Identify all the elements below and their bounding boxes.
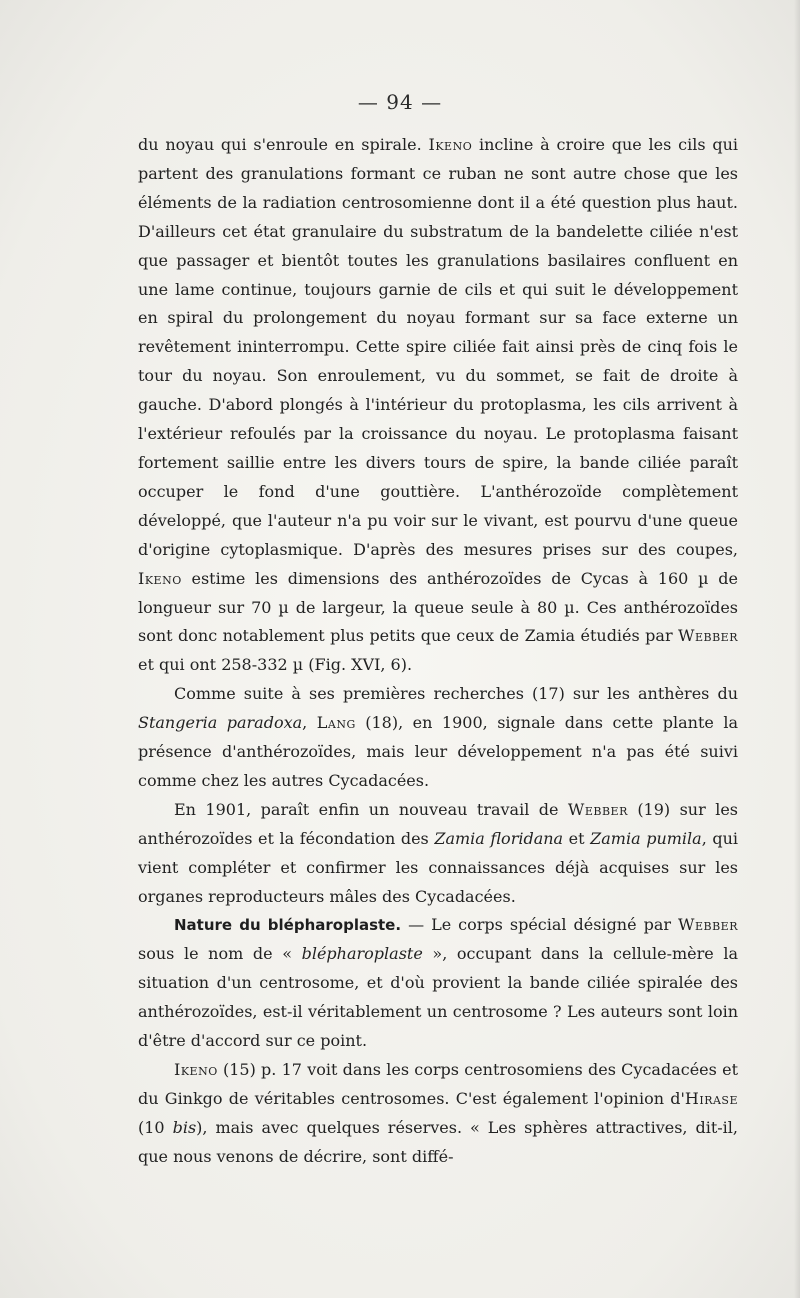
- p5-text-1: (15) p. 17 voit dans les corps centrosomiens des Cycadacées et du Ginkgo de véritables centrosomes. C'est également l'opinion d': [138, 1060, 738, 1108]
- author-webber: Webber: [678, 626, 738, 646]
- p5-text-2: (10: [138, 1117, 173, 1137]
- author-lang: Lang: [316, 713, 356, 733]
- author-webber: Webber: [678, 915, 738, 935]
- species-zamia-floridana: Zamia floridana: [434, 828, 564, 848]
- p4-text-3: », occupant dans la cellule-mère la situation d'un centrosome, et d'où provient la bande ciliée spiralée des anthérozoïdes, est-il véritablement un centrosome ? Les auteurs sont loin d'être d'accord sur ce point.: [138, 944, 739, 1051]
- p1-text-4: et qui ont 258-332 µ (Fig. XVI, 6).: [138, 655, 413, 675]
- p1-text-3: estime les dimensions des anthérozoïdes de Cycas à 160 µ de longueur sur 70 µ de largeur, la queue seule à 80 µ. Ces anthérozoïdes sont donc notablement plus petits que ceux de Zamia étudiés par: [138, 568, 738, 646]
- section-heading: Nature du blépharoplaste.: [174, 916, 402, 935]
- p1-text-2: incline à croire que les cils qui partent des granulations formant ce ruban ne sont autre chose que les éléments de la radiation centrosomienne dont il a été question plus haut. D'ailleurs cet état granulaire du substratum de la bandelette ciliée n'est que passager et bientôt toutes les granulations basilaires confluent en une lame continue, toujours garnie de cils et qui suit le développement en spiral du prolongement du noyau formant sur sa face externe un revêtement ininterrompu. Cette spire ciliée fait ainsi près de cinq fois le tour du noyau. Son enroulement, vu du sommet, se fait de droite à gauche. D'abord plongés à l'intérieur du protoplasma, les cils arrivent à l'extérieur refoulés par la croissance du noyau. Le protoplasma faisant fortement saillie entre les divers tours de spire, la bande ciliée paraît occuper le fond d'une gouttière. L'anthérozoïde complètement développé, que l'auteur n'a pu voir sur le vivant, est pourvu d'une queue d'origine cytoplasmique. D'après des mesures prises sur des coupes,: [138, 135, 738, 559]
- p4-text-1: — Le corps spécial désigné par: [401, 915, 679, 935]
- paragraph-1: [138, 131, 738, 680]
- species-zamia-pumila: Zamia pumila: [590, 828, 702, 848]
- p3-text-2: (19) sur les anthérozoïdes et la fécondation des: [138, 799, 738, 848]
- p5-text-3: ), mais avec quelques réserves. « Les sphères attractives, dit-il, que nous venons de décrire, sont diffé-: [138, 1117, 738, 1166]
- paragraph-3: [138, 796, 738, 912]
- p1-text-1: du noyau qui s'enroule en spirale.: [138, 135, 429, 154]
- page-number-header: — 94 —: [357, 90, 443, 114]
- p2-text-1: Comme suite à ses premières recherches (17) sur les anthères du: [174, 684, 738, 704]
- p3-text-3: et: [563, 828, 591, 848]
- paragraph-4: [138, 911, 738, 1056]
- page-edge: [794, 0, 800, 1298]
- body-text: [138, 131, 738, 1172]
- paragraph-5: [138, 1056, 738, 1172]
- p3-text-4: , qui vient compléter et confirmer les connaissances déjà acquises sur les organes reproducteurs mâles des Cycadacées.: [138, 828, 739, 906]
- author-ikeno: Ikeno: [138, 568, 182, 588]
- p2-text-2: ,: [302, 713, 317, 733]
- p3-text-1: En 1901, paraît enfin un nouveau travail de: [174, 799, 568, 819]
- ref-bis: bis: [172, 1117, 197, 1137]
- term-blepharoplaste: blépharoplaste: [301, 944, 423, 964]
- species-stangeria: Stangeria paradoxa: [138, 713, 303, 733]
- p2-text-3: (18), en 1900, signale dans cette plante la présence d'anthérozoïdes, mais leur développement n'a pas été suivi comme chez les autres Cycadacées.: [138, 713, 739, 790]
- paragraph-2: [138, 680, 738, 796]
- author-webber: Webber: [567, 799, 628, 819]
- author-ikeno: Ikeno: [174, 1060, 218, 1079]
- author-hirase: Hirase: [684, 1088, 738, 1108]
- author-ikeno: Ikeno: [428, 135, 473, 154]
- p4-text-2: sous le nom de «: [138, 944, 302, 964]
